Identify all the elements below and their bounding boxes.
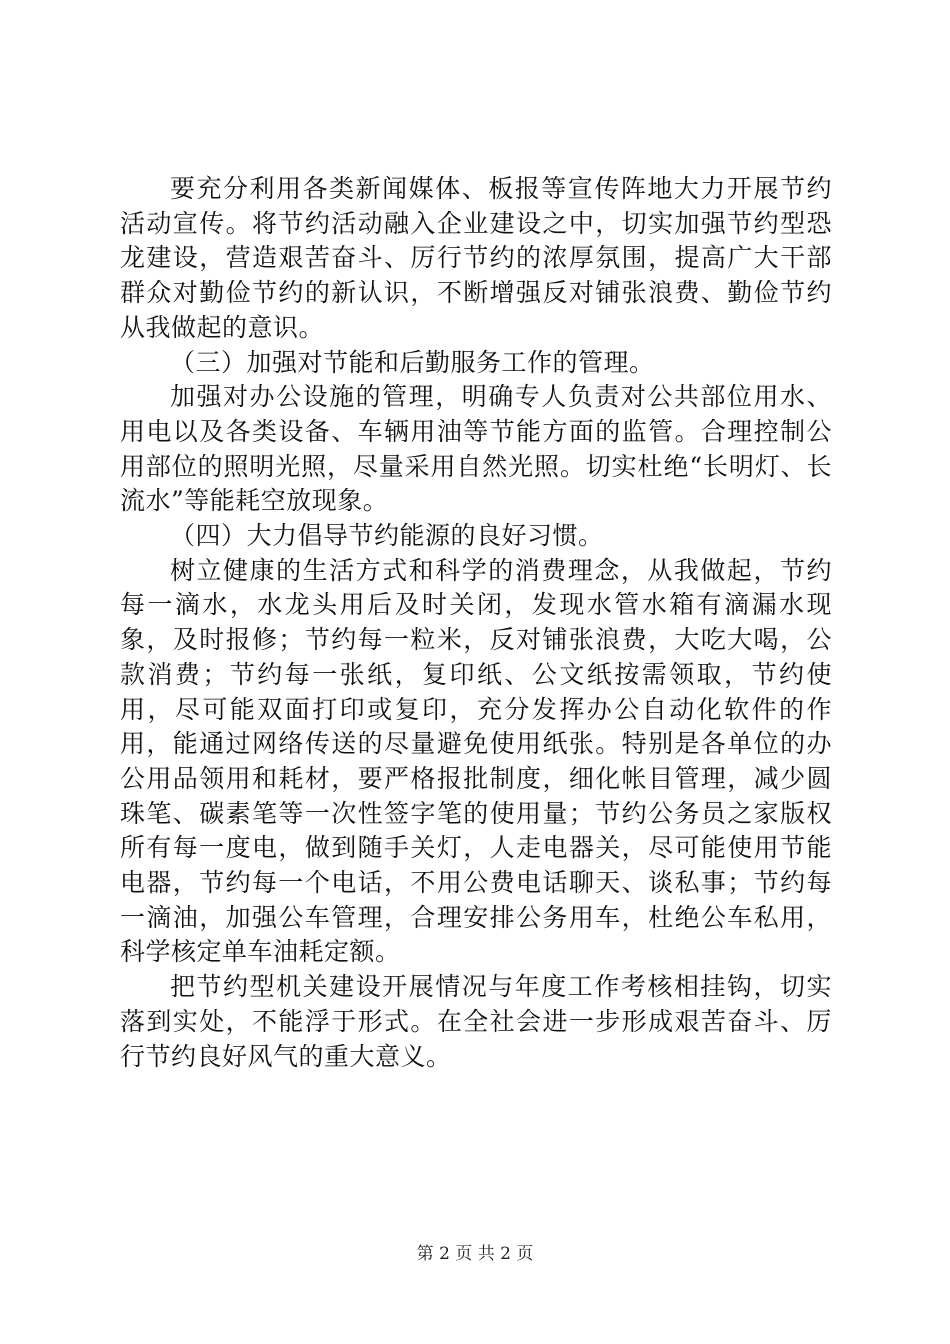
paragraph-saving-habits: 树立健康的生活方式和科学的消费理念，从我做起，节约每一滴水，水龙头用后及时关闭，发现水管水箱有滴漏水现象，及时报修；节约每一粒米，反对铺张浪费，大吃大喝，公款消费；节约每一张纸，复印纸、公文纸按需领取，节约使用，尽可能双面打印或复印，充分发挥办公自动化软件的作用，能通过网络传送的尽量避免使用纸张。特别是各单位的办公用品领用和耗材，要严格报批制度，细化帐目管理，减少圆珠笔、碳素笔等一次性签字笔的使用量；节约公务员之家版权所有每一度电，做到随手关灯，人走电器关，尽可能使用节能电器，节约每一个电话，不用公费电话聊天、谈私事；节约每一滴油，加强公车管理，合理安排公务用车，杜绝公车私用，科学核定单车油耗定额。: [120, 555, 832, 967]
document-body: [120, 172, 832, 1074]
paragraph-publicity: 要充分利用各类新闻媒体、板报等宣传阵地大力开展节约活动宣传。将节约活动融入企业建设之中，切实加强节约型恐龙建设，营造艰苦奋斗、厉行节约的浓厚氛围，提高广大干部群众对勤俭节约的新认识，不断增强反对铺张浪费、勤俭节约从我做起的意识。: [120, 174, 832, 342]
section-heading-four: （四）大力倡导节约能源的良好习惯。: [170, 521, 604, 551]
section-heading-three: （三）加强对节能和后勤服务工作的管理。: [170, 347, 655, 377]
paragraph-assessment: 把节约型机关建设开展情况与年度工作考核相挂钩，切实落到实处，不能浮于形式。在全社会进一步形成艰苦奋斗、厉行节约良好风气的重大意义。: [120, 972, 832, 1071]
page-number-footer: 第 2 页 共 2 页: [416, 1244, 534, 1264]
paragraph-facility-management: 加强对办公设施的管理，明确专人负责对公共部位用水、用电以及各类设备、车辆用油等节能方面的监管。合理控制公用部位的照明光照，尽量采用自然光照。切实杜绝“长明灯、长流水”等能耗空放现象。: [120, 382, 832, 516]
